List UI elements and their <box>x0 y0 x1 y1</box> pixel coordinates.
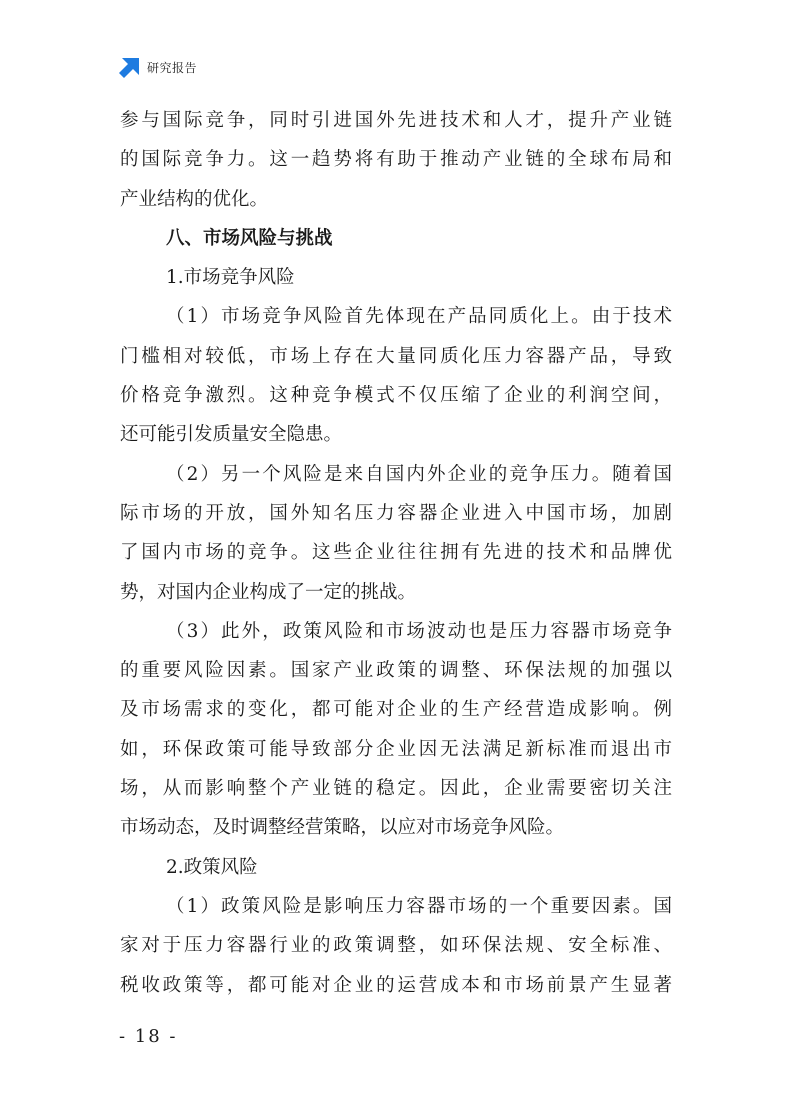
paragraph-line: 的重要风险因素。国家产业政策的调整、环保法规的加强以 <box>120 660 672 682</box>
paragraph-line: 了国内市场的竞争。这些企业往往拥有先进的技术和品牌优 <box>120 542 672 564</box>
paragraph-line: 的国际竞争力。这一趋势将有助于推动产业链的全球布局和 <box>120 149 672 171</box>
paragraph-line: 及市场需求的变化，都可能对企业的生产经营造成影响。例 <box>120 699 672 721</box>
paragraph-line: 如，环保政策可能导致部分企业因无法满足新标准而退出市 <box>120 738 672 760</box>
paragraph-line: 家对于压力容器行业的政策调整，如环保法规、安全标准、 <box>120 935 672 957</box>
subsection-heading: 2.政策风险 <box>166 856 258 878</box>
report-header <box>119 55 197 79</box>
arrow-logo-icon <box>119 56 141 78</box>
paragraph-line: 门槛相对较低，市场上存在大量同质化压力容器产品，导致 <box>120 345 672 367</box>
paragraph-line: 势，对国内企业构成了一定的挑战。 <box>120 581 417 603</box>
paragraph-line: 税收政策等，都可能对企业的运营成本和市场前景产生显著 <box>120 974 672 996</box>
header-label: 研究报告 <box>147 60 198 75</box>
paragraph-line: 市场动态，及时调整经营策略，以应对市场竞争风险。 <box>120 817 565 839</box>
paragraph-line: 场，从而影响整个产业链的稳定。因此，企业需要密切关注 <box>120 778 672 800</box>
paragraph-line: （3）此外，政策风险和市场波动也是压力容器市场竞争 <box>166 620 672 642</box>
document-body <box>120 101 672 1005</box>
paragraph-line: （1）政策风险是影响压力容器市场的一个重要因素。国 <box>166 895 672 917</box>
paragraph-line: （1）市场竞争风险首先体现在产品同质化上。由于技术 <box>166 306 672 328</box>
section-heading: 八、市场风险与挑战 <box>166 227 333 249</box>
paragraph-line: 参与国际竞争，同时引进国外先进技术和人才，提升产业链 <box>120 110 672 131</box>
subsection-heading: 1.市场竞争风险 <box>166 267 295 289</box>
paragraph-line: 价格竞争激烈。这种竞争模式不仅压缩了企业的利润空间， <box>120 385 672 407</box>
paragraph-line: 际市场的开放，国外知名压力容器企业进入中国市场，加剧 <box>120 502 672 524</box>
page-number: - 18 - <box>119 1026 178 1047</box>
paragraph-line: （2）另一个风险是来自国内外企业的竞争压力。随着国 <box>166 463 672 485</box>
paragraph-line: 还可能引发质量安全隐患。 <box>120 424 343 446</box>
paragraph-line: 产业结构的优化。 <box>120 188 269 210</box>
